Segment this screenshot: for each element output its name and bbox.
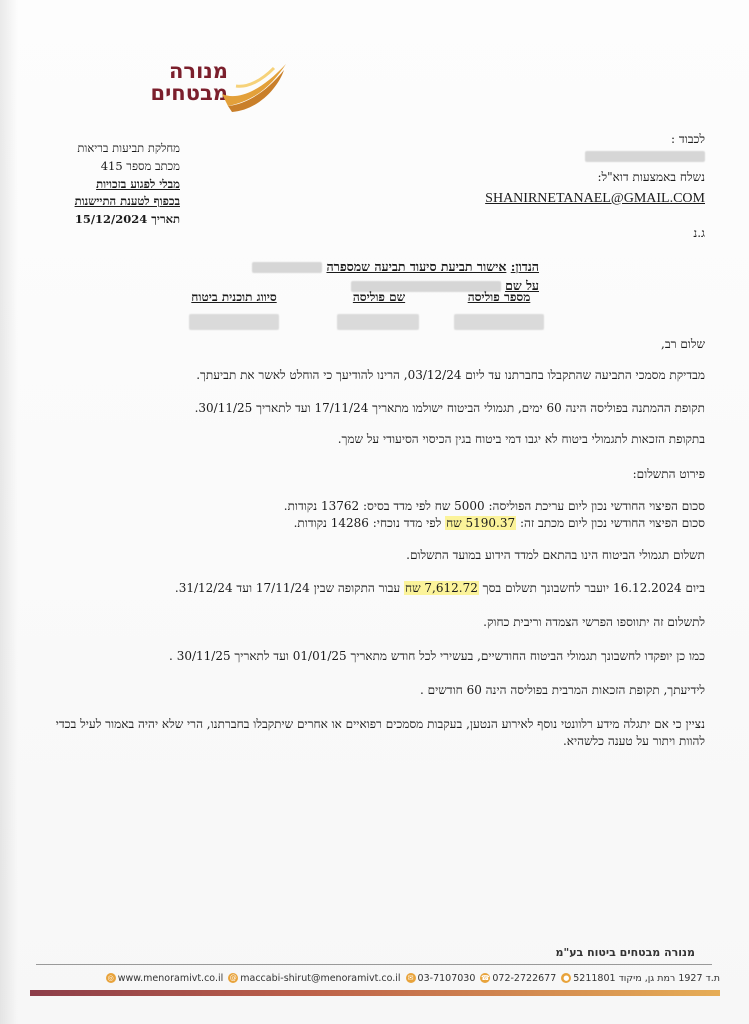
interest-paragraph: לתשלום זה יתווספו הפרשי הצמדה וריבית כחוק. xyxy=(483,615,705,629)
logo-line-1: מנורה xyxy=(169,59,228,83)
footer-brand-bar xyxy=(30,990,720,996)
footer-phone2-item[interactable] xyxy=(406,973,476,984)
globe-icon: ◎ xyxy=(107,974,114,982)
recipient-name-redacted xyxy=(405,149,705,168)
letter-number: מכתב מספר 415 xyxy=(100,158,180,173)
claim-number-redacted xyxy=(252,262,322,273)
footer-divider xyxy=(36,964,712,965)
current-compensation-label: סכום הפיצוי החודשי נכון ליום מכתב זה: xyxy=(519,516,705,530)
plan-classification-header: סיווג תוכנית ביטוח xyxy=(191,290,277,304)
sent-via-label: נשלח באמצעות דוא"ל: xyxy=(597,170,705,185)
footer-company-name: מנורה מבטחים ביטוח בע"מ xyxy=(555,946,695,959)
logo-swoosh-icon xyxy=(218,60,290,116)
logo-line-2: מבטחים xyxy=(150,81,228,106)
policy-name-redacted xyxy=(337,314,419,330)
footer-phone1-item[interactable] xyxy=(480,973,556,984)
subject-on-name: על שם xyxy=(505,277,539,293)
company-logo xyxy=(100,60,290,120)
date-value: 15/12/2024 xyxy=(74,212,148,227)
payment-details-title: פירוט התשלום: xyxy=(632,467,705,481)
policy-number-header: מספר פוליסה xyxy=(467,290,531,304)
recipient-email: SHANIRNETANAEL@GMAIL.COM xyxy=(485,190,705,206)
footer-address: ת.ד 1927 רמת גן, מיקוד 5211801 xyxy=(573,972,720,984)
index-paragraph: תשלום תגמולי הביטוח הינו בהתאם למדד הידוע במועד התשלום. xyxy=(406,548,705,562)
greeting-code: ג.נ xyxy=(693,225,705,240)
policy-number-redacted xyxy=(454,314,544,330)
transfer-paragraph xyxy=(35,580,705,597)
location-icon: ● xyxy=(563,974,570,982)
limitation-note: בכפוף לטענת התיישנות xyxy=(74,194,180,209)
subject-text: אישור תביעת סיעוד תביעה שמספרה xyxy=(326,259,507,274)
footer-email-item[interactable] xyxy=(228,973,400,984)
footer-address-item xyxy=(561,973,720,984)
email-icon: @ xyxy=(229,974,237,982)
base-compensation-line: סכום הפיצוי החודשי נכון ליום עריכת הפוליסה: 5000 שח לפי מדד בסיס: 13762 נקודות. xyxy=(283,499,705,513)
transfer-text-before: ביום 16.12.2024 יועבר לחשבונך תשלום בסך xyxy=(482,581,705,595)
salutation: שלום רב, xyxy=(661,337,705,351)
transfer-text-after: עבור התקופה שבין 17/11/24 ועד 31/12/24. xyxy=(174,581,401,595)
logo-wordmark xyxy=(151,60,229,104)
transfer-amount: 7,612.72 שח xyxy=(404,581,478,595)
subject-label: הנדון: xyxy=(510,259,539,274)
footer-phone-2[interactable]: 03-7107030 xyxy=(417,972,476,984)
page-edge-shadow xyxy=(0,0,18,1024)
department-block xyxy=(40,140,180,229)
footer-website[interactable]: www.menoramivt.co.il xyxy=(117,972,224,984)
approval-paragraph: מבדיקת מסמכי התביעה שהתקבלו בחברתנו עד ליום 03/12/24, הרינו להודיעך כי הוחלט לאשר את תביעתך. xyxy=(196,368,705,382)
recipient-block xyxy=(405,130,705,243)
policy-name-header: שם פוליסה xyxy=(352,290,406,304)
footer-contact-row xyxy=(30,968,720,988)
premium-waiver-paragraph: בתקופת הזכאות לתגמולי ביטוח לא יגבו דמי ביטוח בגין הכיסוי הסיעודי על שמך. xyxy=(337,432,705,446)
plan-classification-redacted xyxy=(189,314,279,330)
footer-website-item[interactable] xyxy=(106,973,224,984)
max-eligibility-paragraph: לידיעתך, תקופת הזכאות המרבית בפוליסה הינה 60 חודשים . xyxy=(420,683,705,697)
date-label: תאריך xyxy=(151,212,180,227)
department-name: מחלקת תביעות בריאות xyxy=(77,141,180,155)
without-prejudice-note: מבלי לפגוע בזכויות xyxy=(96,176,180,191)
current-index-text: לפי מדד נוכחי: 14286 נקודות. xyxy=(293,516,442,530)
monthly-deposit-paragraph: כמו כן יופקדו לחשבונך תגמולי הביטוח החודשיים, בעשירי לכל חודש מתאריך 01/01/25 ועד לתאריך 30/11/25 . xyxy=(169,649,705,663)
fax-icon: ✉ xyxy=(406,973,416,983)
to-label: לכבוד : xyxy=(671,132,705,146)
current-compensation-line xyxy=(35,515,705,532)
phone-icon: ☎ xyxy=(481,974,490,982)
current-compensation-amount: 5190.37 שח xyxy=(446,516,516,530)
waiting-period-paragraph: תקופת ההמתנה בפוליסה הינה 60 ימים, תגמולי הביטוח ישולמו מתאריך 17/11/24 ועד לתאריך 30/11/25. xyxy=(194,401,705,415)
footer-email[interactable]: maccabi-shirut@menoramivt.co.il xyxy=(240,972,401,984)
disclaimer-paragraph: נציין כי אם יתגלה מידע רלוונטי נוסף לאירוע הנטען, בעקבות מסמכים רפואיים או אחרים שיתקבלו בחברתנו, הרי שלא יהיה באמור לעיל בכדי להוות ויתור על טענה כלשהיא. xyxy=(55,717,705,749)
letter-date xyxy=(40,211,180,229)
footer-phone-1[interactable]: 072-2722677 xyxy=(492,972,557,984)
